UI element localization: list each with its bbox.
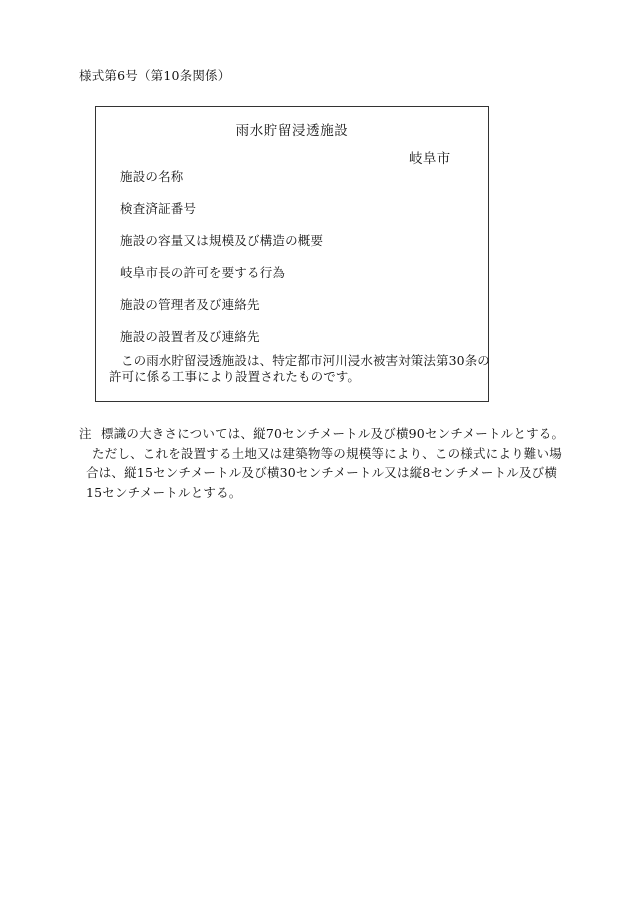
note-text: 標識の大きさについては、縦70センチメートル及び横90センチメートルとする。 (101, 426, 565, 441)
form-number: 様式第6号（第10条関係） (79, 68, 231, 83)
sign-title: 雨水貯留浸透施設 (235, 123, 349, 139)
note-line (79, 424, 565, 444)
note-line: 15センチメートルとする。 (86, 484, 242, 500)
note-line: 合は、縦15センチメートル及び横30センチメートル又は縦8センチメートル及び横 (86, 465, 558, 480)
sign-item-capacity-and-structure: 施設の容量又は規模及び構造の概要 (120, 233, 324, 248)
sign-item-permitted-actions: 岐阜市長の許可を要する行為 (120, 265, 286, 280)
sign-item-manager-contact: 施設の管理者及び連絡先 (120, 297, 260, 312)
sign-item-inspection-certificate-number: 検査済証番号 (120, 201, 197, 216)
sign-statement-line: この雨水貯留浸透施設は、特定都市河川浸水被害対策法第30条の (121, 353, 490, 368)
size-note (79, 424, 565, 502)
note-label: 注 (79, 426, 92, 441)
sign-item-installer-contact: 施設の設置者及び連絡先 (120, 329, 260, 344)
sign-frame (95, 106, 489, 402)
sign-statement-line: 許可に係る工事により設置されたものです。 (109, 369, 361, 384)
sign-city: 岐阜市 (409, 151, 451, 167)
sign-item-facility-name: 施設の名称 (120, 169, 184, 184)
note-line: ただし、これを設置する土地又は建築物等の規模等により、この様式により難い場 (92, 445, 562, 461)
sign-statement (109, 353, 490, 385)
